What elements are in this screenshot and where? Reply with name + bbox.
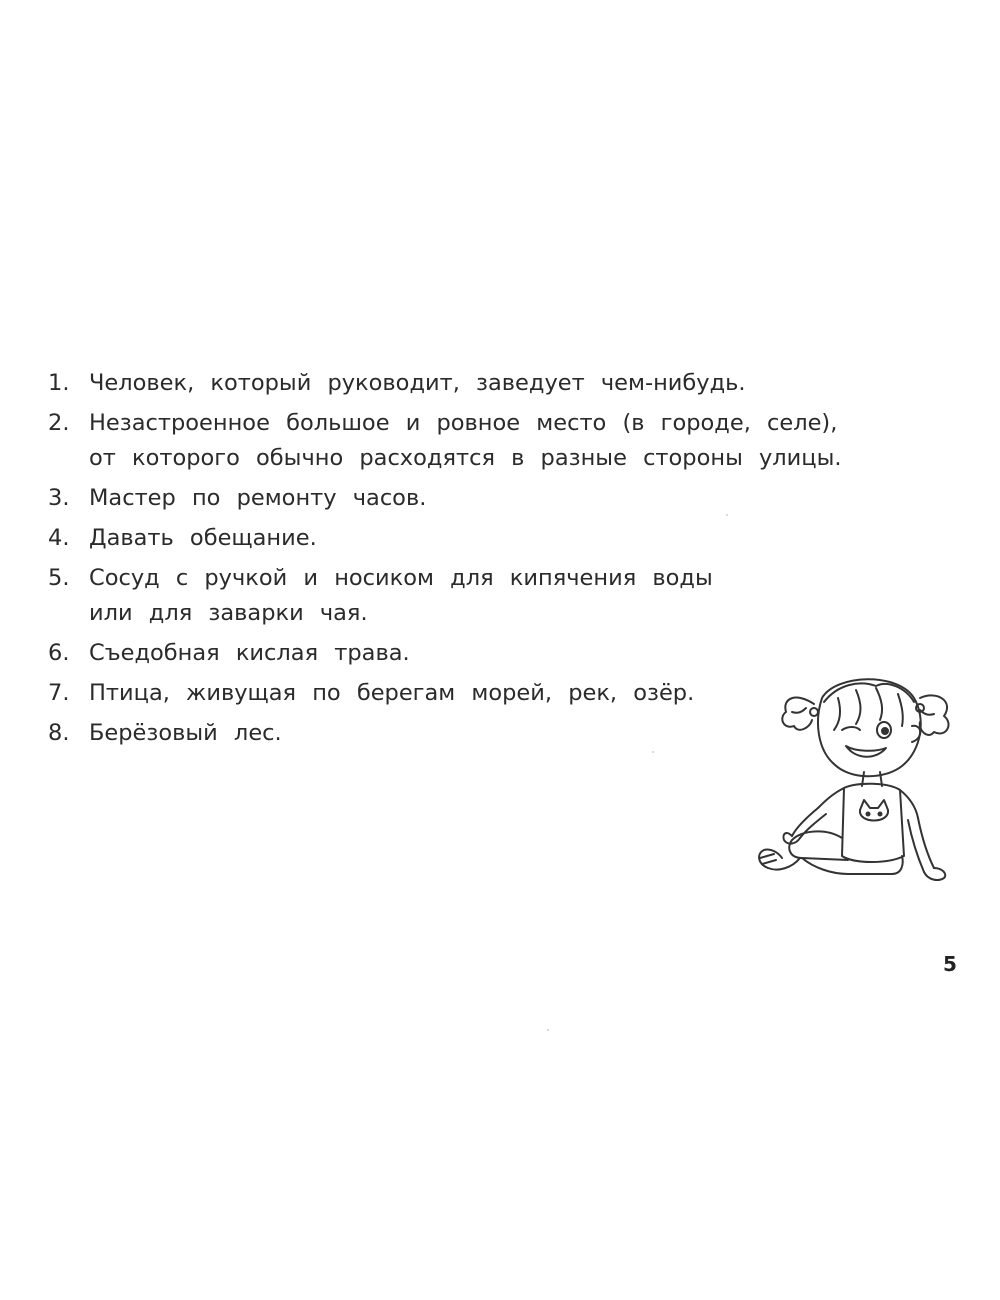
paper-speck [547, 1029, 549, 1031]
clue-text: Берёзовый лес. [89, 720, 282, 746]
clue-text: Человек, который руководит, заведует чем-нибудь. [89, 370, 746, 396]
clue-item [48, 481, 888, 516]
clue-text: Давать обещание. [89, 525, 317, 551]
clue-text: Мастер по ремонту часов. [89, 485, 427, 511]
clue-item [48, 366, 888, 401]
clue-text: от которого обычно расходятся в разные стороны улицы. [89, 445, 842, 471]
clue-number: 5. [48, 565, 70, 591]
clue-number: 7. [48, 680, 70, 706]
page-number: 5 [943, 952, 957, 976]
paper-speck [652, 751, 654, 753]
clue-item [48, 561, 888, 631]
clue-text: Птица, живущая по берегам морей, рек, озёр. [89, 680, 695, 706]
clue-text: Сосуд с ручкой и носиком для кипячения воды [89, 565, 713, 591]
winking-girl-sitting-icon [752, 668, 972, 890]
clue-text: Съедобная кислая трава. [89, 640, 410, 666]
clue-number: 2. [48, 410, 70, 436]
clue-item [48, 406, 888, 476]
clue-number: 8. [48, 720, 70, 746]
clue-number: 1. [48, 370, 70, 396]
clue-number: 3. [48, 485, 70, 511]
clue-item [48, 636, 888, 671]
clue-number: 6. [48, 640, 70, 666]
paper-speck [726, 514, 728, 516]
clue-number: 4. [48, 525, 70, 551]
clue-text: или для заварки чая. [89, 600, 368, 626]
clue-text: Незастроенное большое и ровное место (в городе, селе), [89, 410, 838, 436]
clue-item [48, 521, 888, 556]
